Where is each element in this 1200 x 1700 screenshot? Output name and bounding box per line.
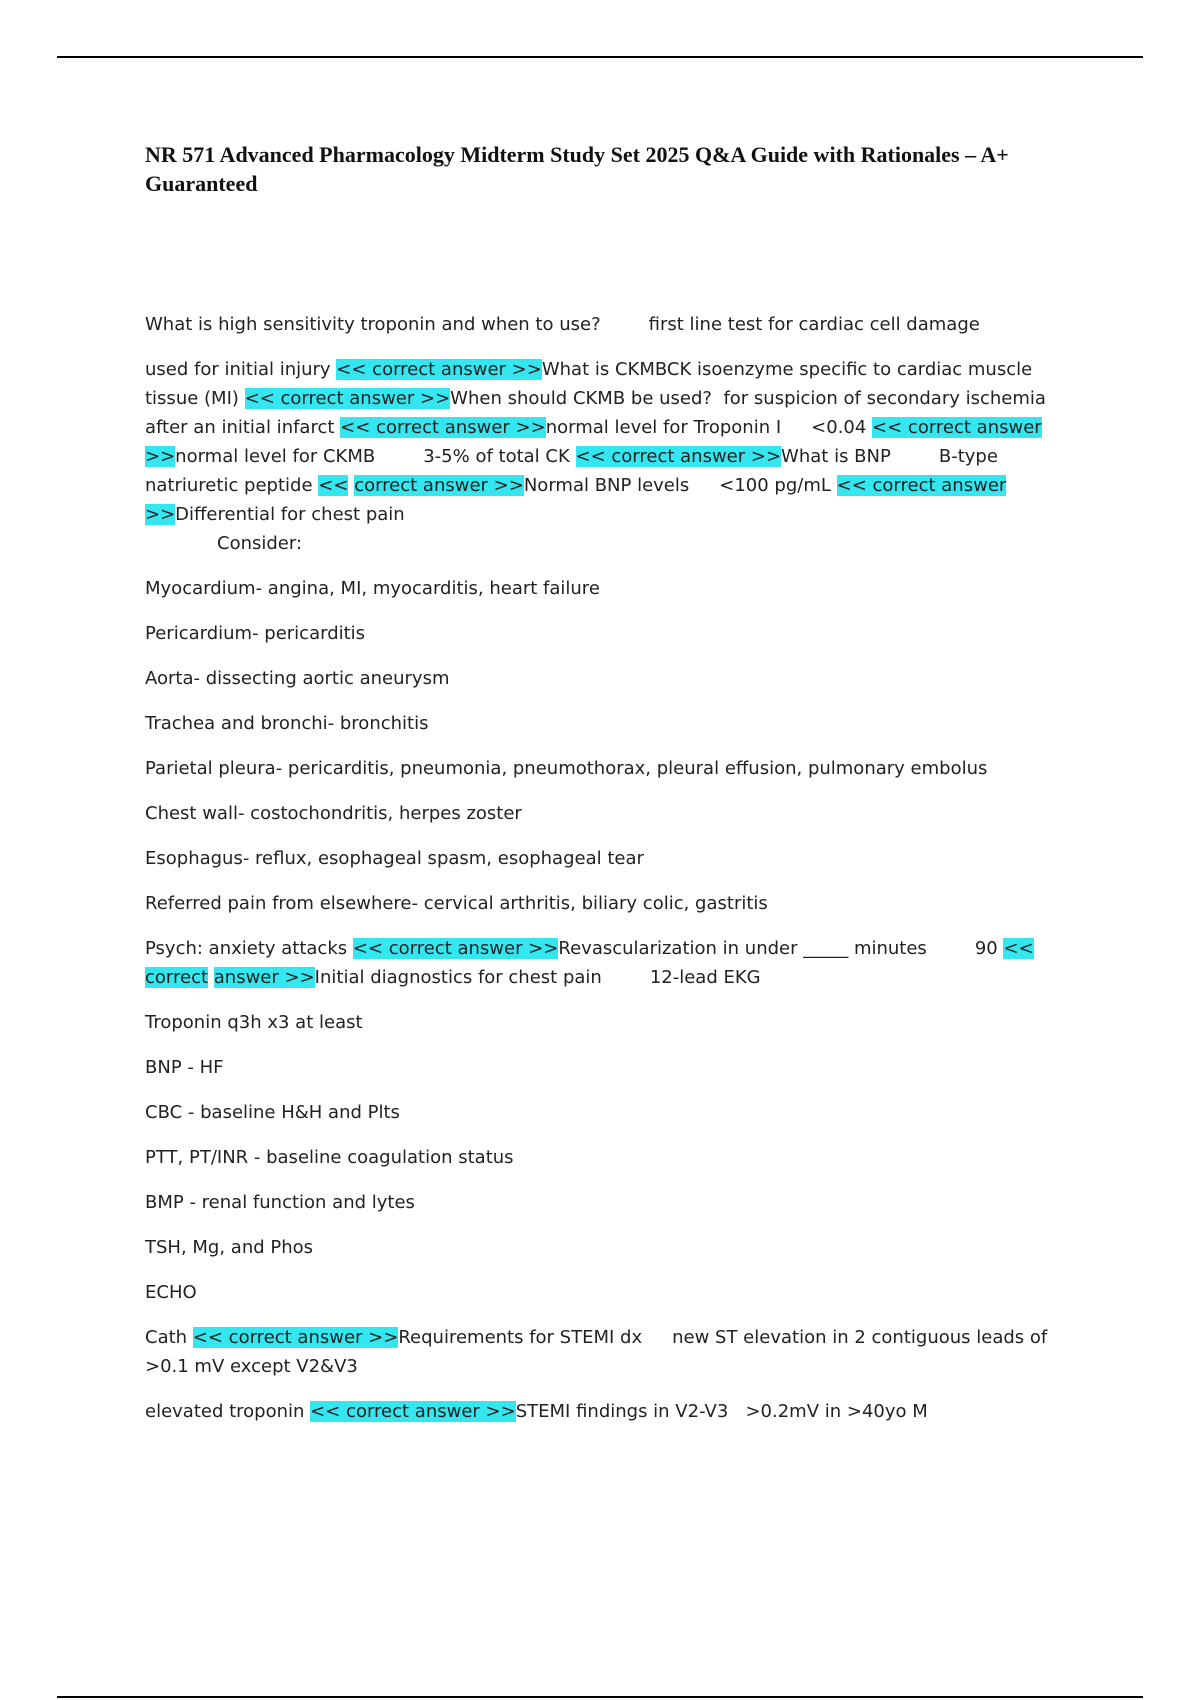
- question-text: STEMI findings in V2-V3: [515, 1401, 729, 1422]
- diagnostic-item: BMP - renal function and lytes: [145, 1192, 415, 1213]
- answer-text: <0.04: [811, 417, 873, 438]
- correct-answer-marker: << correct answer >>: [145, 417, 1042, 467]
- answer-text: <100 pg/mL: [719, 475, 837, 496]
- answer-text: 3-5% of total CK: [423, 446, 576, 467]
- correct-answer-marker: << correct answer >>: [336, 359, 542, 380]
- question-paragraph-4: [145, 1323, 1085, 1381]
- answer-text: Consider:: [217, 533, 303, 554]
- question-text: Differential for chest pain: [175, 504, 405, 525]
- correct-answer-marker: << correct: [145, 938, 1034, 988]
- diagnostic-item: PTT, PT/INR - baseline coagulation status: [145, 1147, 514, 1168]
- question-paragraph-2: [145, 355, 1085, 558]
- question-text: Normal BNP levels: [523, 475, 690, 496]
- answer-text: elevated troponin: [145, 1401, 311, 1422]
- diagnostic-item: Troponin q3h x3 at least: [145, 1012, 363, 1033]
- diagnostic-item: ECHO: [145, 1282, 197, 1303]
- question-text: normal level for CKMB: [175, 446, 376, 467]
- correct-answer-marker: correct answer >>: [354, 475, 524, 496]
- question-text: What is CKMBCK isoenzyme specific to cardiac muscle tissue (MI): [145, 359, 1033, 409]
- correct-answer-marker: << correct answer >>: [352, 938, 559, 959]
- question-text: Initial diagnostics for chest pain: [314, 967, 602, 988]
- correct-answer-marker: << correct answer >>: [575, 446, 782, 467]
- diagnostic-item: CBC - baseline H&H and Plts: [145, 1102, 400, 1123]
- question-text: normal level for Troponin I: [545, 417, 782, 438]
- correct-answer-marker: << correct answer >>: [192, 1327, 399, 1348]
- differential-item: Parietal pleura- pericarditis, pneumonia, pneumothorax, pleural effusion, pulmonary embolus: [145, 758, 988, 779]
- question-text: What is high sensitivity troponin and when to use?: [145, 314, 601, 335]
- answer-text: Cath: [145, 1327, 193, 1348]
- answer-text: used for initial injury: [145, 359, 337, 380]
- correct-answer-marker: << correct answer >>: [310, 1401, 516, 1422]
- document-title: NR 571 Advanced Pharmacology Midterm Study Set 2025 Q&A Guide with Rationales – A+ Guaranteed: [145, 142, 1009, 196]
- answer-text: B-type natriuretic peptide: [145, 446, 998, 496]
- differential-item: Chest wall- costochondritis, herpes zoster: [145, 803, 522, 824]
- answer-text: first line test for cardiac cell damage: [648, 314, 980, 335]
- correct-answer-marker: << correct answer >>: [145, 475, 1007, 525]
- answer-text: Psych: anxiety attacks: [145, 938, 353, 959]
- answer-text: >0.2mV in >40yo M: [745, 1401, 928, 1422]
- document-page: [145, 140, 1085, 1442]
- answer-text: 90: [974, 938, 1004, 959]
- diagnostic-item: TSH, Mg, and Phos: [145, 1237, 314, 1258]
- differential-item: Referred pain from elsewhere- cervical arthritis, biliary colic, gastritis: [145, 893, 768, 914]
- footer-rule: [57, 1696, 1143, 1698]
- correct-answer-marker: << correct answer >>: [244, 388, 451, 409]
- correct-answer-marker: << correct answer >>: [340, 417, 546, 438]
- question-paragraph-3: [145, 934, 1085, 992]
- differential-item: Esophagus- reflux, esophageal spasm, esophageal tear: [145, 848, 644, 869]
- differential-item: Aorta- dissecting aortic aneurysm: [145, 668, 450, 689]
- differential-item: Pericardium- pericarditis: [145, 623, 366, 644]
- differential-item: Myocardium- angina, MI, myocarditis, heart failure: [145, 578, 600, 599]
- answer-text: for suspicion of secondary ischemia after an initial infarct: [145, 388, 1046, 438]
- question-paragraph-5: [145, 1397, 1085, 1426]
- question-text: What is BNP: [781, 446, 891, 467]
- differential-item: Trachea and bronchi- bronchitis: [145, 713, 429, 734]
- answer-text: 12-lead EKG: [649, 967, 761, 988]
- answer-text: new ST elevation in 2 contiguous leads of >0.1 mV except V2&V3: [145, 1327, 1048, 1377]
- correct-answer-marker: answer >>: [213, 967, 315, 988]
- header-rule: [57, 56, 1143, 58]
- diagnostic-item: BNP - HF: [145, 1057, 224, 1078]
- correct-answer-marker: <<: [318, 475, 349, 496]
- question-text: When should CKMB be used?: [450, 388, 712, 409]
- question-paragraph-1: [145, 310, 1085, 339]
- question-text: Revascularization in under _____ minutes: [558, 938, 927, 959]
- question-text: Requirements for STEMI dx: [398, 1327, 643, 1348]
